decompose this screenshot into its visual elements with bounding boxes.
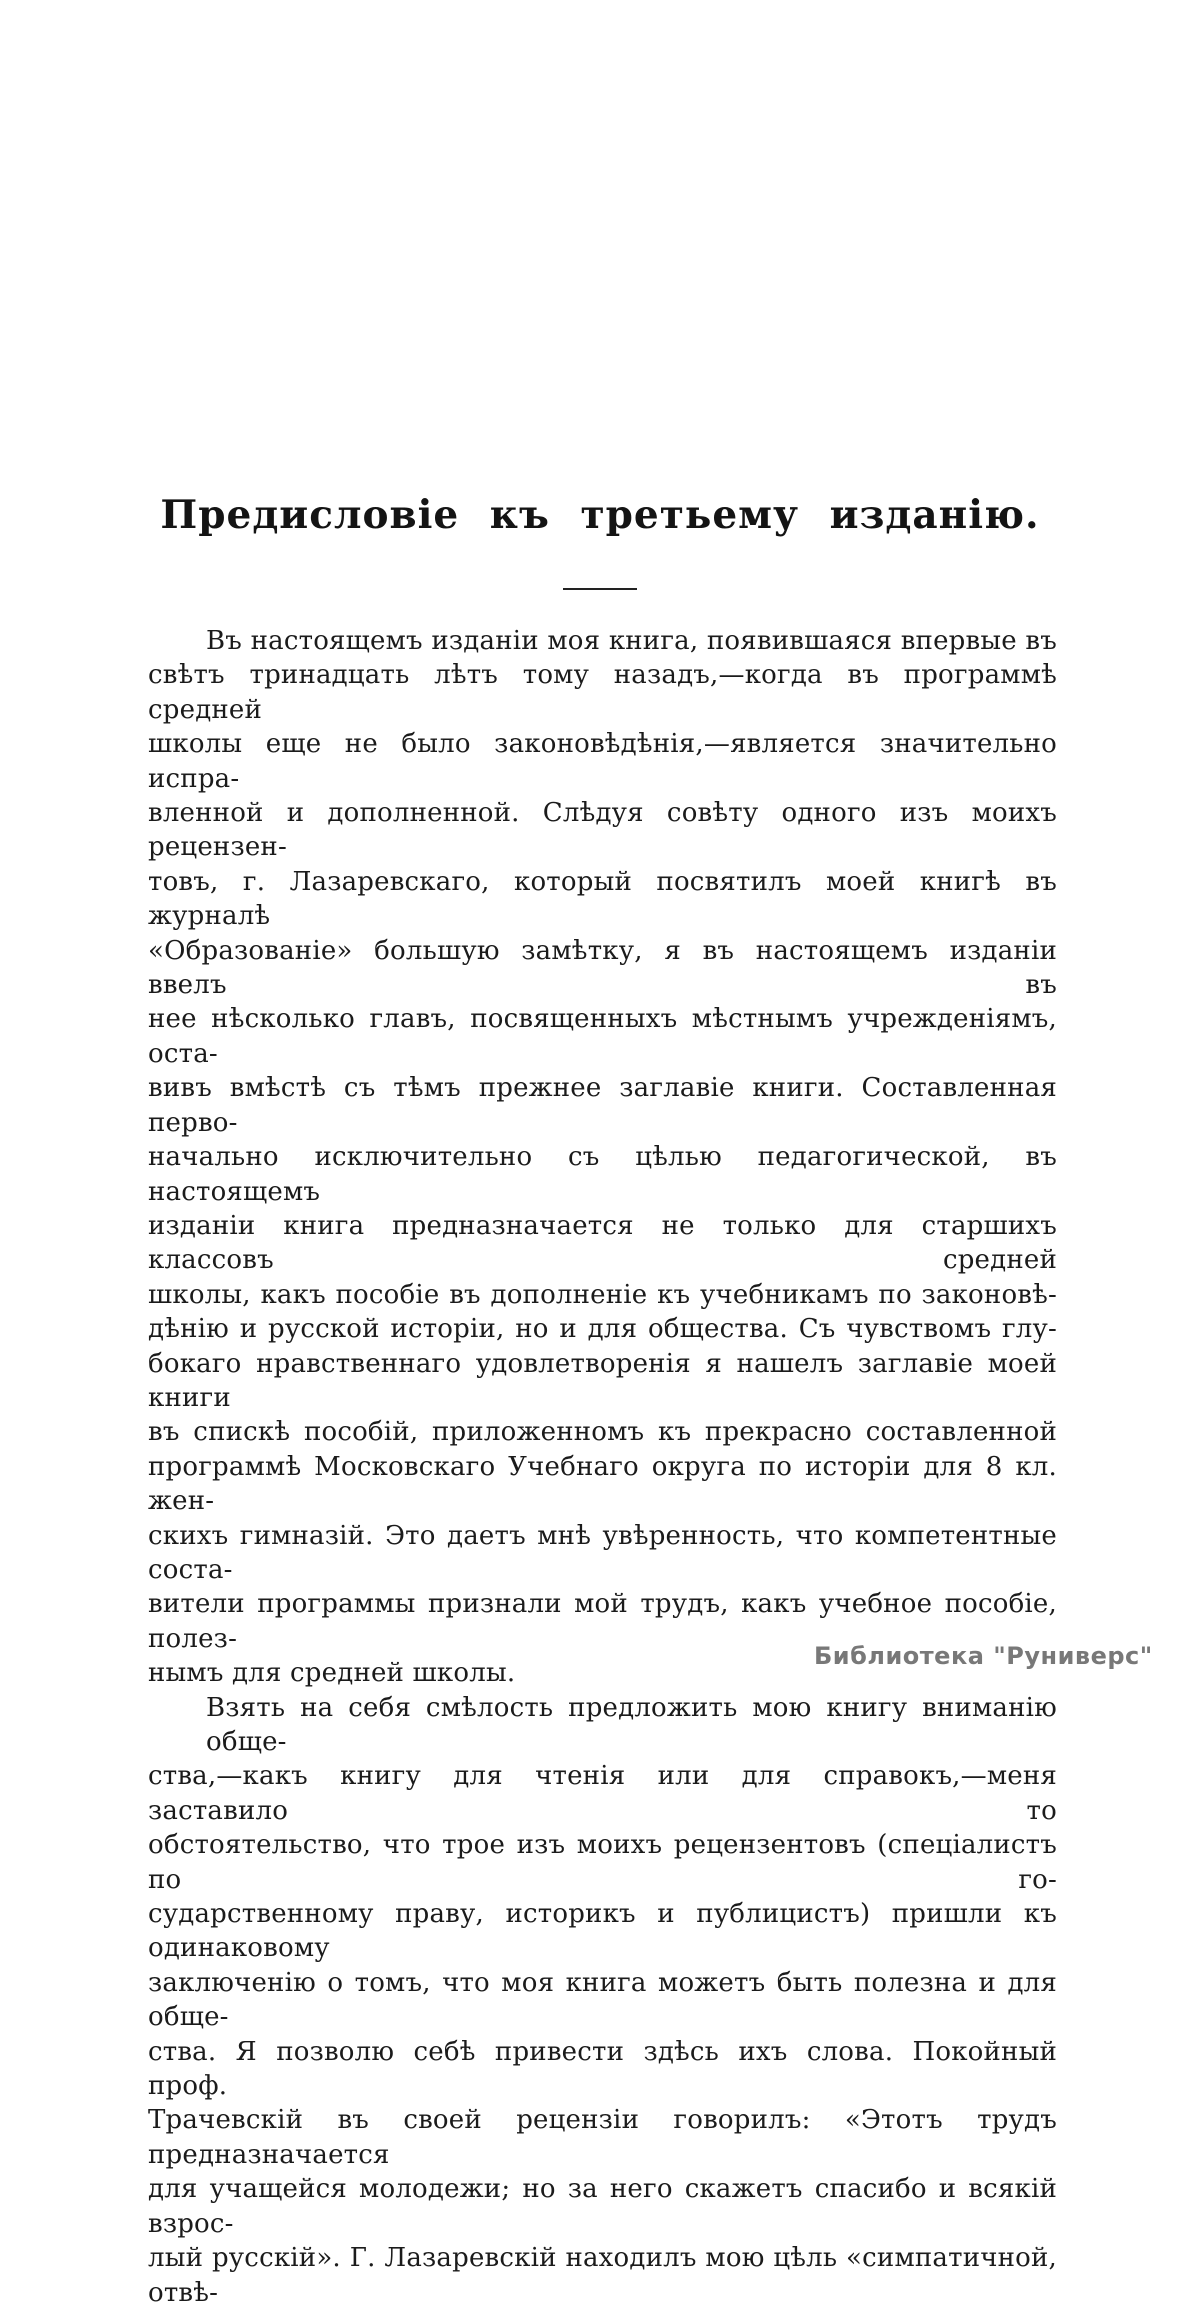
text-line: бокаго нравственнаго удовлетворенія я нашелъ заглавіе моей книги	[148, 1348, 1057, 1413]
text-line: скихъ гимназій. Это даетъ мнѣ увѣренность, что компетентные соста-	[148, 1520, 1057, 1585]
text-line: Въ настоящемъ изданіи моя книга, появившаяся впервые въ	[206, 626, 1057, 656]
text-line: школы еще не было законовѣдѣнія,—является значительно испра-	[148, 729, 1057, 794]
text-line: вители программы признали мой трудъ, какъ учебное пособіе, полез-	[148, 1589, 1057, 1654]
title-divider-rule	[563, 588, 637, 590]
text-line: изданіи книга предназначается не только для старшихъ классовъ средней	[148, 1210, 1057, 1276]
text-line: заключенію о томъ, что моя книга можетъ быть полезна и для обще-	[148, 1967, 1057, 2033]
text-line: вленной и дополненной. Слѣдуя совѣту одного изъ моихъ рецензен-	[148, 798, 1057, 863]
text-line: для учащейся молодежи; но за него скажетъ спасибо и всякій взрос-	[148, 2174, 1057, 2239]
text-line: «Образованіе» большую замѣтку, я въ настоящемъ изданіи ввелъ въ	[148, 935, 1057, 1001]
library-watermark: Библиотека "Руниверс"	[814, 1642, 1153, 1670]
text-line: нымъ для средней школы.	[148, 1658, 516, 1689]
text-line: дѣнію и русской исторіи, но и для общества. Съ чувствомъ глу-	[148, 1314, 1057, 1345]
text-line: Трачевскій въ своей рецензіи говорилъ: «Этотъ трудъ предназначается	[148, 2105, 1057, 2170]
text-line: свѣтъ тринадцать лѣтъ тому назадъ,—когда въ программѣ средней	[148, 660, 1057, 725]
text-line: обстоятельство, что трое изъ моихъ рецензентовъ (спеціалистъ по го-	[148, 1830, 1057, 1895]
text-line: сударственному праву, историкъ и публицистъ) пришли къ одинаковому	[148, 1899, 1057, 1964]
text-line: программѣ Московскаго Учебнаго округа по исторіи для 8 кл. жен-	[148, 1451, 1057, 1517]
text-line: ства. Я позволю себѣ привести здѣсь ихъ слова. Покойный проф.	[148, 2036, 1057, 2102]
page-body	[148, 624, 1057, 2310]
text-line: въ спискѣ пособій, приложенномъ къ прекрасно составленной	[148, 1417, 1057, 1448]
text-line: товъ, г. Лазаревскаго, который посвятилъ моей книгѣ въ журналѣ	[148, 866, 1057, 932]
text-line: начально исключительно съ цѣлью педагогической, въ настоящемъ	[148, 1142, 1057, 1207]
text-line: школы, какъ пособіе въ дополненіе къ учебникамъ по законовѣ-	[148, 1279, 1057, 1310]
text-line: нее нѣсколько главъ, посвященныхъ мѣстнымъ учрежденіямъ, оста-	[148, 1004, 1057, 1069]
text-line: ства,—какъ книгу для чтенія или для справокъ,—меня заставило то	[148, 1761, 1057, 1826]
page-title: Предисловіе къ третьему изданію.	[160, 492, 1040, 538]
text-line: Взять на себя смѣлость предложить мою книгу вниманію обще-	[206, 1692, 1057, 1757]
text-line: вивъ вмѣстѣ съ тѣмъ прежнее заглавіе книги. Составленная перво-	[148, 1073, 1057, 1138]
text-line: лый русскій». Г. Лазаревскій находилъ мою цѣль «симпатичной, отвѣ-	[148, 2243, 1057, 2308]
